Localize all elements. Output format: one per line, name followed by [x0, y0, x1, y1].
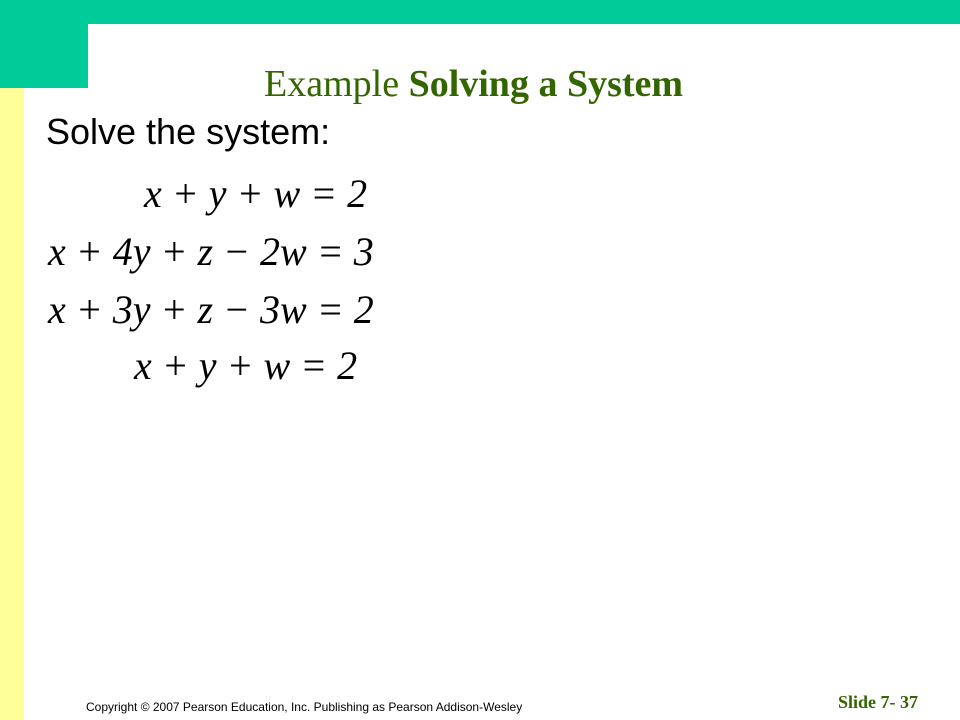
- problem-prompt: Solve the system:: [46, 111, 331, 152]
- equation-1: x + y + w = 2: [144, 171, 368, 216]
- equation-4: x + y + w = 2: [134, 343, 358, 388]
- copyright-notice: Copyright © 2007 Pearson Education, Inc. Publishing as Pearson Addison-Wesley: [86, 700, 523, 714]
- equation-3: x + 3y + z − 3w = 2: [48, 287, 374, 332]
- equation-2: x + 4y + z − 2w = 3: [48, 229, 374, 274]
- slide-number: Slide 7- 37: [838, 692, 919, 712]
- top-accent-bar: [0, 0, 960, 24]
- slide-title-plain: Example: [264, 63, 409, 105]
- corner-accent-square: [0, 0, 88, 88]
- slide-title: [264, 64, 683, 106]
- slide-title-bold: Solving a System: [408, 63, 684, 105]
- left-accent-bar: [0, 88, 24, 720]
